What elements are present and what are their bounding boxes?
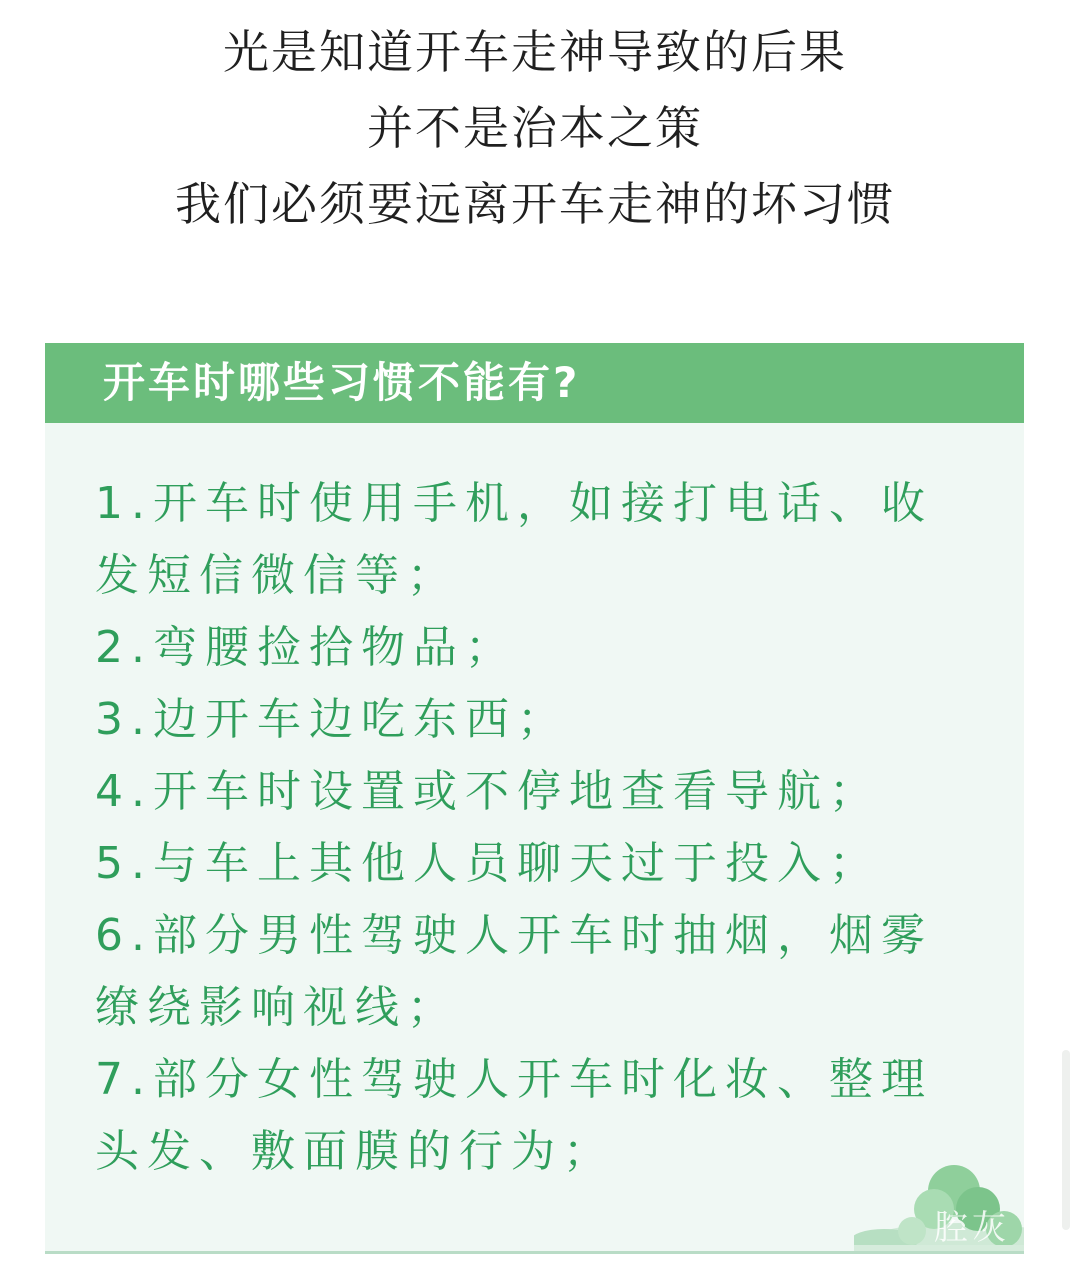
intro-line-1: 光是知道开车走神导致的后果: [223, 25, 847, 79]
watermark: 腔灰: [934, 1208, 1010, 1248]
habit-item-4: 4.开车时设置或不停地查看导航；: [95, 766, 881, 817]
habit-item-5: 5.与车上其他人员聊天过于投入；: [95, 838, 881, 889]
habits-card: [45, 343, 1024, 1254]
intro-line-3: 我们必须要远离开车走神的坏习惯: [175, 177, 895, 231]
intro-text: [0, 14, 1070, 242]
habit-item-6: 6.部分男性驾驶人开车时抽烟，烟雾缭绕影响视线；: [95, 910, 933, 1033]
scrollbar-handle[interactable]: [1062, 1050, 1070, 1230]
habit-item-3: 3.边开车边吃东西；: [95, 694, 569, 745]
habit-item-1: 1.开车时使用手机，如接打电话、收发短信微信等；: [95, 478, 933, 601]
card-title: 开车时哪些习惯不能有?: [45, 343, 1024, 423]
habit-item-7: 7.部分女性驾驶人开车时化妆、整理头发、敷面膜的行为；: [95, 1054, 933, 1177]
intro-line-2: 并不是治本之策: [367, 101, 703, 155]
habit-list: [95, 468, 975, 1188]
habit-item-2: 2.弯腰捡拾物品；: [95, 622, 517, 673]
